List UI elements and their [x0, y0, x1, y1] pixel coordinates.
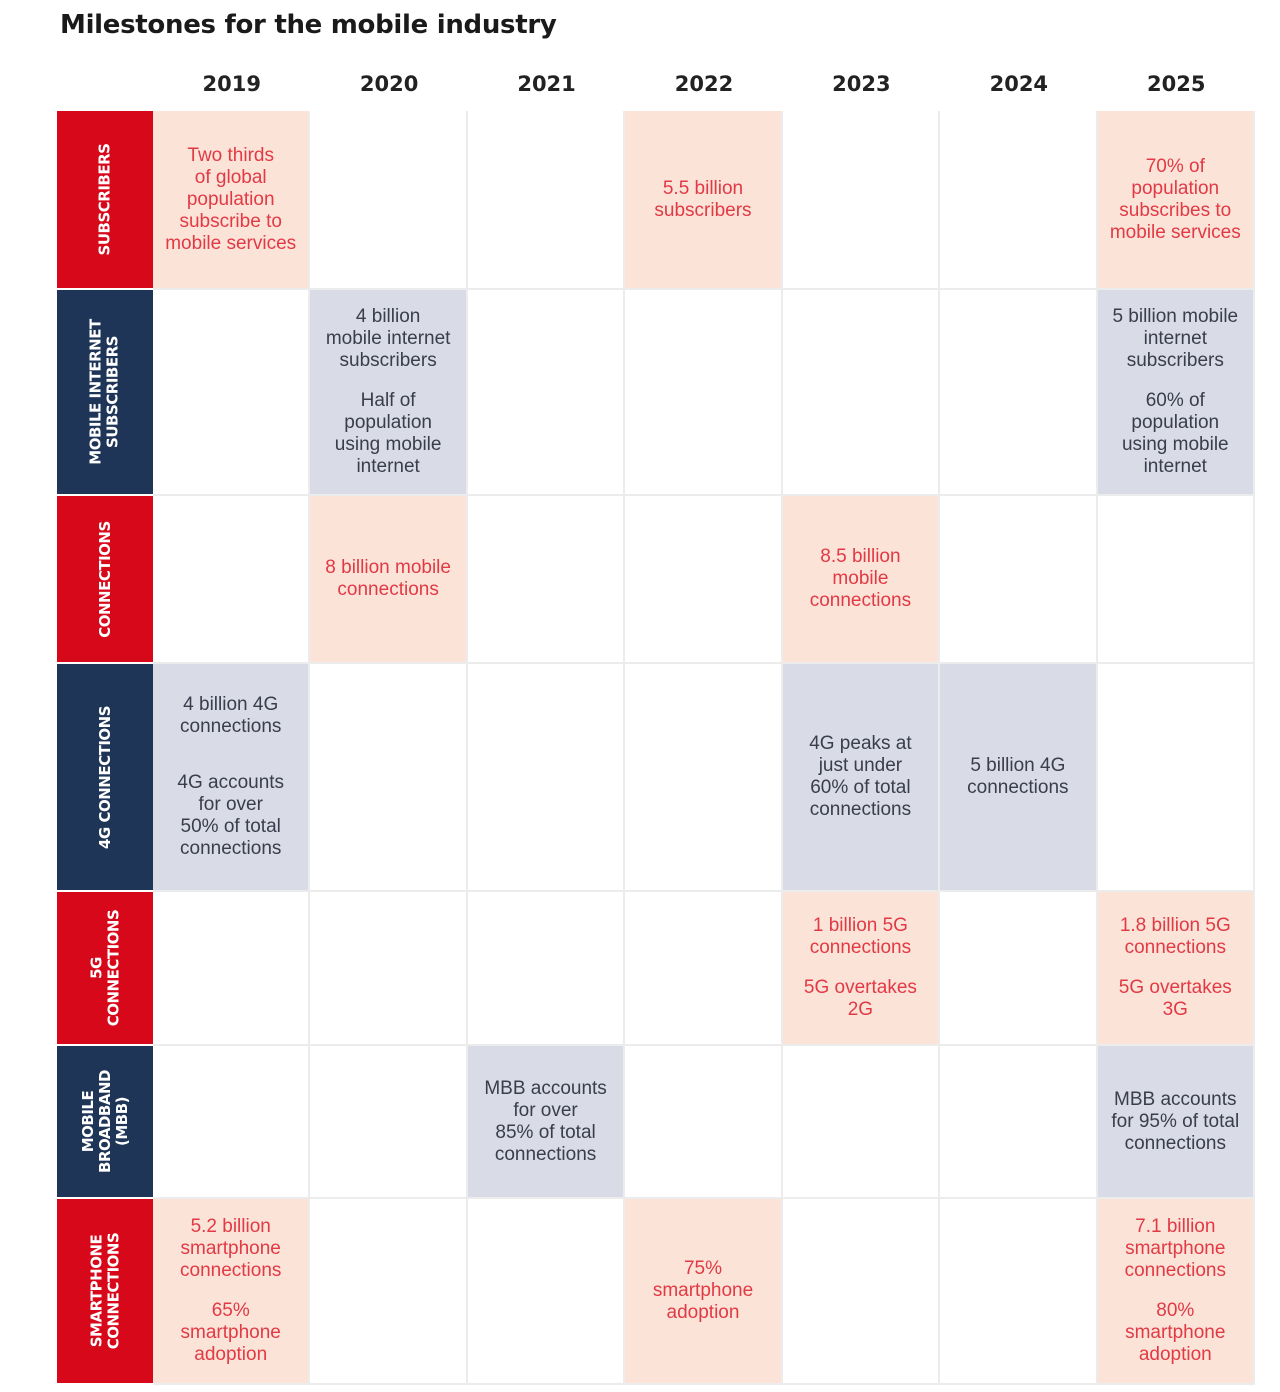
empty-cell — [468, 664, 625, 892]
empty-cell — [940, 290, 1097, 496]
milestone-text: 5 billion mobile internet subscribers — [1112, 306, 1239, 371]
year-header: 2023 — [832, 72, 891, 96]
milestone-text: Half of population using mobile internet — [334, 390, 442, 477]
empty-cell — [625, 892, 782, 1046]
row-label — [57, 111, 153, 290]
milestone-text: 60% of population using mobile internet — [1121, 390, 1229, 477]
empty-cell — [625, 496, 782, 664]
empty-cell — [153, 496, 310, 664]
milestone-text: 5 billion 4G connections — [967, 755, 1069, 798]
milestone-cell — [153, 111, 310, 290]
empty-cell — [153, 892, 310, 1046]
empty-cell — [310, 892, 467, 1046]
milestone-text: 8.5 billion mobile connections — [809, 546, 912, 611]
milestone-text: 4 billion 4G connections — [180, 694, 282, 737]
empty-cell — [1098, 496, 1255, 664]
milestone-text: 1.8 billion 5G connections — [1119, 915, 1231, 958]
empty-cell — [310, 1199, 467, 1385]
milestone-cell — [625, 1199, 782, 1385]
empty-cell — [468, 496, 625, 664]
milestone-text: 75% smartphone adoption — [652, 1258, 754, 1323]
row-label-text: CONNECTIONS — [95, 520, 114, 638]
empty-cell — [940, 1046, 1097, 1199]
milestone-text: MBB accounts for 95% of total connections — [1111, 1088, 1240, 1154]
row-label-text: SUBSCRIBERS — [95, 143, 114, 256]
empty-cell — [468, 111, 625, 290]
milestone-text: 8 billion mobile connections — [325, 557, 451, 600]
empty-cell — [468, 290, 625, 496]
empty-cell — [153, 1046, 310, 1199]
milestone-cell — [940, 664, 1097, 892]
row-label-text: MOBILE BROADBAND (MBB) — [78, 1070, 131, 1173]
milestone-cell — [1098, 1199, 1255, 1385]
milestone-cell — [310, 290, 467, 496]
milestone-text: 5G overtakes 3G — [1118, 977, 1232, 1020]
milestone-text: 4G peaks at just under 60% of total connections — [809, 733, 912, 820]
empty-cell — [468, 892, 625, 1046]
empty-cell — [783, 1046, 940, 1199]
empty-cell — [940, 496, 1097, 664]
milestone-text: MBB accounts for over 85% of total connections — [484, 1077, 607, 1165]
year-header: 2021 — [517, 72, 576, 96]
milestone-text: 5.2 billion smartphone connections — [180, 1216, 282, 1281]
milestone-text: 70% of population subscribes to mobile services — [1109, 155, 1241, 243]
row-label — [57, 1199, 153, 1385]
row-label — [57, 496, 153, 664]
milestone-text: 65% smartphone adoption — [180, 1300, 281, 1365]
empty-cell — [625, 664, 782, 892]
row-label — [57, 664, 153, 892]
milestone-text: 5G overtakes 2G — [803, 977, 917, 1020]
empty-cell — [783, 111, 940, 290]
year-header: 2020 — [359, 72, 419, 96]
milestones-table — [57, 111, 1255, 1385]
row-label — [57, 892, 153, 1046]
milestone-cell — [1098, 290, 1255, 496]
year-header-row — [153, 62, 1255, 106]
empty-cell — [783, 1199, 940, 1385]
empty-cell — [940, 111, 1097, 290]
milestone-cell — [1098, 892, 1255, 1046]
empty-cell — [310, 664, 467, 892]
row-label — [57, 1046, 153, 1199]
year-header: 2025 — [1147, 72, 1206, 96]
empty-cell — [310, 1046, 467, 1199]
empty-cell — [1098, 664, 1255, 892]
row-label-text: 4G CONNECTIONS — [95, 705, 114, 849]
milestone-text: 1 billion 5G connections — [809, 915, 912, 958]
year-header: 2019 — [202, 72, 261, 96]
milestone-text: 7.1 billion smartphone connections — [1124, 1216, 1226, 1281]
page-title: Milestones for the mobile industry — [60, 10, 557, 40]
empty-cell — [153, 290, 310, 496]
milestone-cell — [625, 111, 782, 290]
milestone-text: 4 billion mobile internet subscribers — [325, 306, 451, 371]
milestone-cell — [783, 664, 940, 892]
milestone-text: Two thirds of global population subscribe to mobile services — [165, 144, 297, 254]
milestone-cell — [783, 892, 940, 1046]
milestone-cell — [310, 496, 467, 664]
empty-cell — [940, 1199, 1097, 1385]
milestone-cell — [153, 1199, 310, 1385]
row-label — [57, 290, 153, 496]
empty-cell — [783, 290, 940, 496]
row-label-text: MOBILE INTERNET SUBSCRIBERS — [87, 319, 123, 465]
milestone-cell — [468, 1046, 625, 1199]
milestone-cell — [1098, 1046, 1255, 1199]
empty-cell — [625, 1046, 782, 1199]
milestone-text: 5.5 billion subscribers — [654, 177, 752, 221]
empty-cell — [940, 892, 1097, 1046]
empty-cell — [310, 111, 467, 290]
empty-cell — [625, 290, 782, 496]
year-header: 2022 — [674, 72, 734, 96]
milestone-text: 80% smartphone adoption — [1125, 1300, 1226, 1365]
milestone-cell — [783, 496, 940, 664]
row-label-text: 5G CONNECTIONS — [87, 909, 123, 1027]
row-label-text: SMARTPHONE CONNECTIONS — [87, 1232, 123, 1350]
milestone-cell — [1098, 111, 1255, 290]
milestone-text: 4G accounts for over 50% of total connections — [177, 772, 285, 859]
empty-cell — [468, 1199, 625, 1385]
milestone-cell — [153, 664, 310, 892]
year-header: 2024 — [989, 72, 1049, 96]
